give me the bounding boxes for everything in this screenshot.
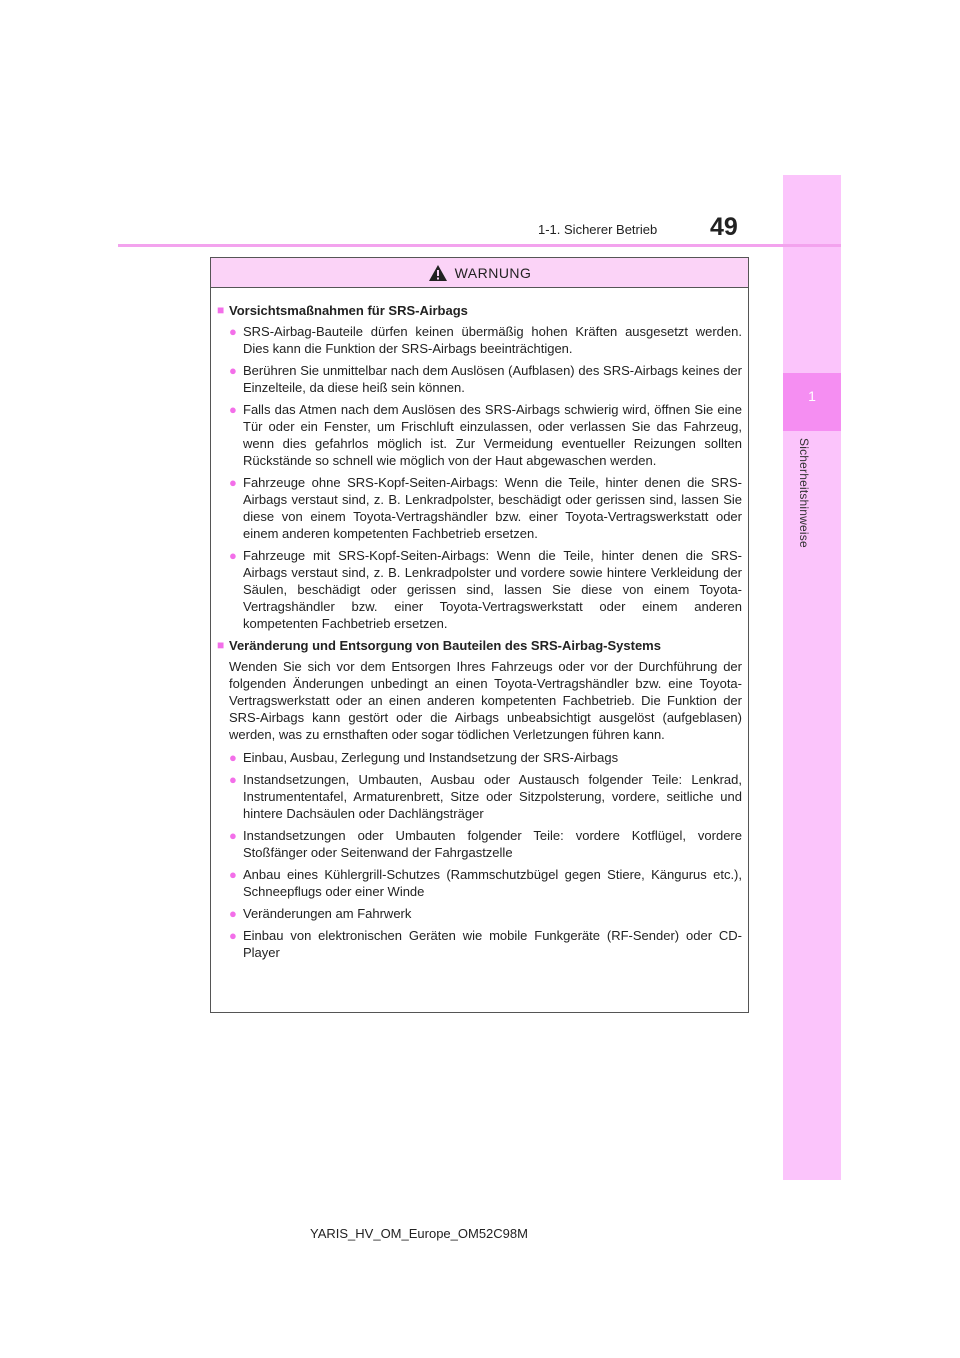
bullet-text: Instandsetzungen oder Umbauten folgender Teile: vordere Kotflügel, vordere Stoßfänger oder Seitenwand der Fahrgastzelle [243,828,742,860]
warning-paragraph: Wenden Sie sich vor dem Entsorgen Ihres Fahrzeugs oder vor der Durchführung der folgenden Änderungen unbedingt an einen Toyota-Vertragshändler bzw. eine Toyota-Vertragswerkstatt oder an einen anderen kompetenten Fachbetrieb. Die Funktion der SRS-Airbags kann gestört oder die Airbags unbeabsichtigt ausgelöst (aufgeblasen) werden, was zu ernsthaften oder sogar tödlichen Verletzungen führen kann. [229,659,742,742]
round-bullet-icon: ● [229,928,237,943]
heading-text: Veränderung und Entsorgung von Bauteilen des SRS-Airbag-Systems [229,638,661,653]
header-rule [118,244,841,247]
warning-bullet [217,362,742,396]
bullet-text: Falls das Atmen nach dem Auslösen des SRS-Airbags schwierig wird, öffnen Sie eine Tür oder ein Fenster, um Frischluft einzulassen, oder verlassen Sie das Fahrzeug, wenn dies gefahrlos möglich ist. Zur Vermeidung eventueller Reizungen sollten Rückstände so schnell wie möglich von der Haut abgewaschen werden. [243,402,742,468]
warning-section-heading [217,302,742,319]
bullet-text: Einbau von elektronischen Geräten wie mobile Funkgeräte (RF-Sender) oder CD-Player [243,928,742,960]
square-bullet-icon: ■ [217,638,225,652]
round-bullet-icon: ● [229,867,237,882]
warning-bullet [217,866,742,900]
warning-header [211,258,748,288]
bullet-text: SRS-Airbag-Bauteile dürfen keinen übermäßig hohen Kräften ausgesetzt werden. Dies kann die Funktion der SRS-Airbags beeinträchtigen. [243,324,742,356]
document-id: YARIS_HV_OM_Europe_OM52C98M [310,1226,528,1241]
warning-bullet [217,547,742,632]
warning-bullet [217,401,742,469]
bullet-text: Fahrzeuge ohne SRS-Kopf-Seiten-Airbags: Wenn die Teile, hinter denen die SRS-Airbags verstaut sind, z. B. Lenkradpolster, beschädigt oder gerissen sind, lassen Sie diese von einem Toyota-Vertragshändler bzw. einer Toyota-Vertragswerkstatt oder einem anderen kompetenten Fachbetrieb ersetzen. [243,475,742,541]
bullet-text: Instandsetzungen, Umbauten, Ausbau oder Austausch folgender Teile: Lenkrad, Instrumententafel, Armaturenbrett, Sitze oder Sitzpolsterung, vordere, seitliche und hintere Dachsäulen oder Dachlängsträger [243,772,742,821]
chapter-number: 1 [808,388,816,404]
round-bullet-icon: ● [229,324,237,339]
chapter-side-tab [783,175,841,1180]
page-number: 49 [710,213,738,241]
bullet-text: Berühren Sie unmittelbar nach dem Auslösen (Aufblasen) des SRS-Airbags keines der Einzelteile, da diese heiß sein können. [243,363,742,395]
warning-bullet [217,323,742,357]
square-bullet-icon: ■ [217,303,225,317]
warning-bullet [217,905,742,922]
round-bullet-icon: ● [229,475,237,490]
round-bullet-icon: ● [229,750,237,765]
section-title: 1-1. Sicherer Betrieb [538,222,658,237]
warning-bullet [217,749,742,766]
warning-bullet [217,771,742,822]
heading-text: Vorsichtsmaßnahmen für SRS-Airbags [229,303,468,318]
chapter-title: Sicherheitshinweise [797,438,811,548]
bullet-text: Veränderungen am Fahrwerk [243,906,412,921]
round-bullet-icon: ● [229,402,237,417]
round-bullet-icon: ● [229,772,237,787]
warning-bullet [217,827,742,861]
round-bullet-icon: ● [229,548,237,563]
warning-bullet [217,474,742,542]
warning-body [211,288,748,961]
warning-triangle-icon [428,264,448,282]
warning-title: WARNUNG [454,264,532,281]
bullet-text: Fahrzeuge mit SRS-Kopf-Seiten-Airbags: Wenn die Teile, hinter denen die SRS-Airbags verstaut sind, z. B. Lenkradpolster und vordere sowie hintere Verkleidung der Säulen, beschädigt oder gerissen sind, lassen Sie diese von einem Toyota-Vertragshändler bzw. einer Toyota-Vertragswerkstatt oder einem anderen kompetenten Fachbetrieb ersetzen. [243,548,742,631]
round-bullet-icon: ● [229,906,237,921]
bullet-text: Anbau eines Kühlergrill-Schutzes (Rammschutzbügel gegen Stiere, Kängurus etc.), Schneepflugs oder einer Winde [243,867,742,899]
bullet-text: Einbau, Ausbau, Zerlegung und Instandsetzung der SRS-Airbags [243,750,619,765]
warning-section-heading [217,637,742,654]
round-bullet-icon: ● [229,828,237,843]
warning-bullet [217,927,742,961]
warning-box [210,257,749,1013]
round-bullet-icon: ● [229,363,237,378]
